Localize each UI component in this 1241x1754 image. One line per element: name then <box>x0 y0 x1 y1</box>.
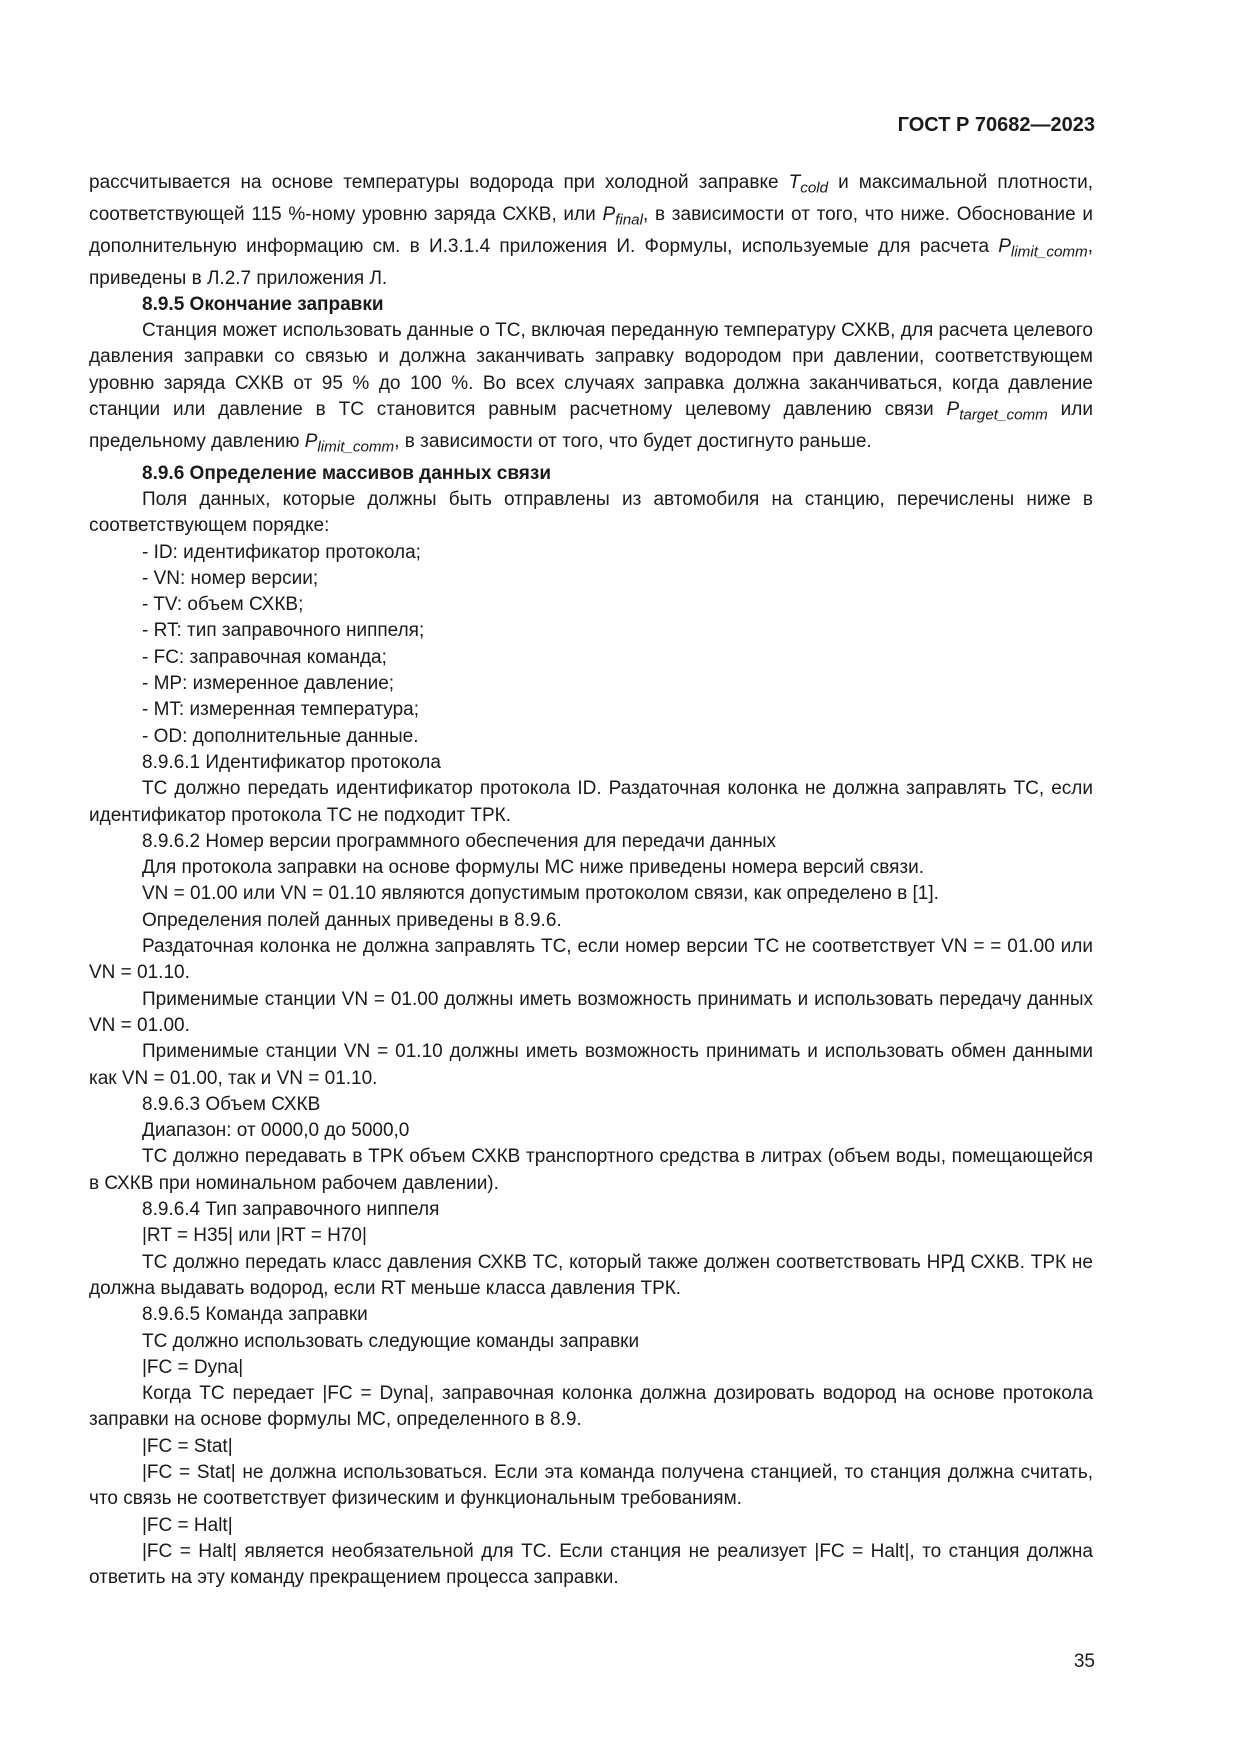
paragraph: Когда ТС передает |FC = Dyna|, заправочная колонка должна дозировать водород на основе протокола заправки на основе формулы МС, определенного в 8.9. <box>89 1383 1093 1431</box>
paragraph: |FC = Stat| <box>142 1435 233 1457</box>
paragraph: |FC = Halt| <box>142 1514 233 1536</box>
section-heading-8-9-6: 8.9.6 Определение массивов данных связи <box>142 462 552 484</box>
data-fields-list <box>89 540 1093 750</box>
list-item: - MT: измеренная температура; <box>142 699 420 721</box>
list-item: - RT: тип заправочного ниппеля; <box>142 620 425 642</box>
list-item: - ID: идентификатор протокола; <box>142 541 421 563</box>
section-heading-8-9-5: 8.9.5 Окончание заправки <box>142 293 384 315</box>
subsection-heading-8-9-6-2: 8.9.6.2 Номер версии программного обеспечения для передачи данных <box>142 830 776 852</box>
paragraph: Для протокола заправки на основе формулы МС ниже приведены номера версий связи. <box>142 857 924 879</box>
paragraph: Применимые станции VN = 01.10 должны иметь возможность принимать и использовать обмен данными как VN = 01.00, так и VN = 01.10. <box>89 1041 1093 1089</box>
list-item: - OD: дополнительные данные. <box>142 725 419 747</box>
paragraph: ТС должно использовать следующие команды заправки <box>142 1330 640 1352</box>
subsection-heading-8-9-6-3: 8.9.6.3 Объем СХКВ <box>142 1093 321 1115</box>
paragraph: |FC = Stat| не должна использоваться. Если эта команда получена станцией, то станция должна считать, что связь не соответствует физическим и функциональным требованиям. <box>89 1461 1093 1510</box>
paragraph: |FC = Halt| является необязательной для ТС. Если станция не реализует |FC = Halt|, то станция должна ответить на эту команду прекращением процесса заправки. <box>89 1540 1093 1589</box>
subsection-heading-8-9-6-5: 8.9.6.5 Команда заправки <box>142 1304 368 1326</box>
paragraph: |FC = Dyna| <box>142 1356 244 1378</box>
subsection-heading-8-9-6-4: 8.9.6.4 Тип заправочного ниппеля <box>142 1199 440 1221</box>
list-item: - MP: измеренное давление; <box>142 673 395 695</box>
paragraph: ТС должно передавать в ТРК объем СХКВ транспортного средства в литрах (объем воды, помещающейся в СХКВ при номинальном рабочем давлении). <box>89 1146 1093 1194</box>
paragraph-continuation: рассчитывается на основе температуры водорода при холодной заправке $T_{cold}$ и максимальной плотности, соответствующей 115 %-ному уровню заряда СХКВ, или $P_{final}$, в зависимости от того, что ниже. Обоснование и дополнительную информацию см. в И.3.1.4 приложения И. Формулы, используемые для расчета $P_{limit\_comm}$, приведены в Л.2.7 приложения Л. <box>89 172 1093 289</box>
paragraph: Диапазон: от 0000,0 до 5000,0 <box>142 1120 410 1142</box>
paragraph: ТС должно передать идентификатор протокола ID. Раздаточная колонка не должна заправлять ТС, если идентификатор протокола ТС не подходит ТРК. <box>89 778 1093 826</box>
section-8-9-5-text: Станция может использовать данные о ТС, включая переданную температуру СХКВ, для расчета целевого давления заправки со связью и должна заканчивать заправку водородом при давлении, соответствующем уровню заряда СХКВ от 95 % до 100 %. Во всех случаях заправка должна заканчиваться, когда давление станции или давление в ТС становится равным расчетному целевому давлению связи $P_{target\_comm}$ или предельному давлению $P_{limit\_comm}$, в зависимости от того, что будет достигнуто раньше. <box>89 320 1093 456</box>
paragraph: VN = 01.00 или VN = 01.10 являются допустимым протоколом связи, как определено в [1]. <box>142 883 939 905</box>
list-item: - VN: номер версии; <box>142 567 319 589</box>
paragraph: Раздаточная колонка не должна заправлять ТС, если номер версии ТС не соответствует VN = = 01.00 или VN = 01.10. <box>89 936 1093 984</box>
subsection-heading-8-9-6-1: 8.9.6.1 Идентификатор протокола <box>142 751 441 773</box>
page-number: 35 <box>1073 1651 1095 1672</box>
paragraph: Определения полей данных приведены в 8.9.6. <box>142 909 562 931</box>
section-8-9-6-intro: Поля данных, которые должны быть отправлены из автомобиля на станцию, перечислены ниже в соответствующем порядке: <box>89 489 1093 537</box>
document-code: ГОСТ Р 70682—2023 <box>897 114 1095 136</box>
list-item: - FC: заправочная команда; <box>142 646 387 668</box>
document-body <box>89 170 1093 1591</box>
paragraph: ТС должно передать класс давления СХКВ ТС, который также должен соответствовать НРД СХКВ. ТРК не должна выдавать водород, если RT меньше класса давления ТРК. <box>89 1251 1093 1299</box>
paragraph: Применимые станции VN = 01.00 должны иметь возможность принимать и использовать передачу данных VN = 01.00. <box>89 988 1093 1036</box>
list-item: - TV: объем СХКВ; <box>142 594 304 616</box>
paragraph: |RT = H35| или |RT = H70| <box>142 1225 367 1247</box>
